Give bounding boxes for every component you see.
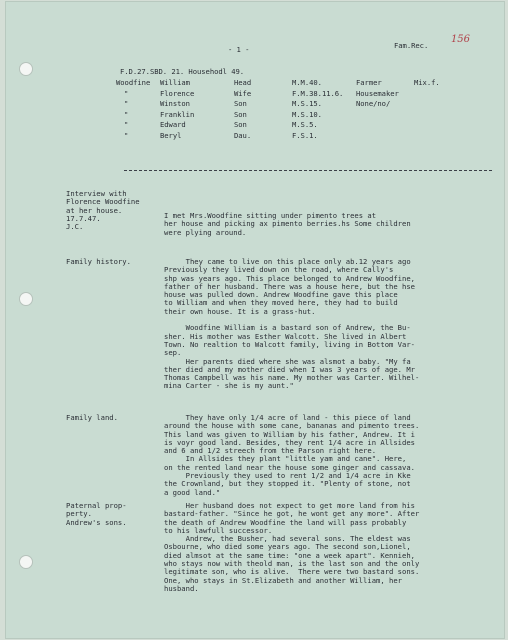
member-given: Franklin bbox=[160, 109, 195, 119]
section-body-line: I met Mrs.Woodfine sitting under pimento trees at bbox=[164, 211, 377, 220]
section-body-line: a good land." bbox=[164, 487, 221, 497]
section-body bbox=[164, 502, 419, 593]
section-body-line: and 6 and 1/2 streech from the Parson right here. bbox=[164, 446, 377, 456]
section-body-line: the death of Andrew Woodfine the land will pass probably bbox=[164, 517, 407, 527]
section-body-line: Town. No realtion to Walcott family, living in Bottom Var- bbox=[164, 339, 415, 349]
member-age: F.M.38.11.6. bbox=[292, 88, 344, 98]
section-body bbox=[164, 258, 419, 391]
section-label-line: Interview with bbox=[66, 189, 127, 198]
member-surname: " bbox=[124, 109, 129, 119]
member-given: Edward bbox=[160, 120, 186, 130]
section-label bbox=[66, 258, 131, 266]
member-relation: Wife bbox=[234, 88, 252, 98]
section-body-line: sher. His mother was Esther Walcott. She lived in Albert bbox=[164, 331, 407, 341]
section-label-line: 17.7.47. bbox=[66, 213, 101, 223]
section-body-line: They came to live on this place only ab.12 years ago bbox=[164, 257, 411, 266]
section-label-line: at her house. bbox=[66, 205, 123, 215]
divider-dashed bbox=[124, 170, 492, 171]
section-body-line: They have only 1/4 acre of land - this piece of land bbox=[164, 413, 411, 422]
section-body-line: mina Carter - she is my aunt." bbox=[164, 381, 294, 391]
section-body-line: the Crownland, but they stopped it. "Plenty of stone, not bbox=[164, 479, 411, 489]
section-body-line: died almsot at the same time: "one a week apart". Kennieh, bbox=[164, 550, 415, 560]
member-given: Winston bbox=[160, 99, 190, 109]
member-relation: Head bbox=[234, 78, 252, 87]
section-body-line: Osbourne, who died some years ago. The second son,Lionel, bbox=[164, 542, 411, 552]
section-body-line: around the house with some cane, bananas and pimento trees. bbox=[164, 421, 420, 431]
section-body-line: father of her husband. There was a house here, but the hse bbox=[164, 281, 415, 291]
section-label-line: Paternal prop- bbox=[66, 501, 127, 510]
section-body-line: to his lawfull successor. bbox=[164, 525, 273, 535]
member-relation: Son bbox=[234, 99, 247, 109]
section-body-line: her house and picking ax pimento berries.hs Some children bbox=[164, 219, 411, 229]
section-body-line: Thomas Campbell was his name. My mother was Carter. Wilhel- bbox=[164, 373, 420, 383]
section-body-line: Previously they used to rent 1/2 and 1/4 acre in Kke bbox=[164, 471, 411, 481]
page-number: - 1 - bbox=[228, 45, 250, 54]
member-occupation: Farmer bbox=[356, 78, 382, 87]
section-body-line: Her parents died where she was alsmot a baby. "My fa bbox=[164, 356, 411, 366]
section-body-line: bastard-father. "Since he got, he wont get any more". After bbox=[164, 509, 420, 519]
member-age: M.S.15. bbox=[292, 99, 322, 109]
member-relation: Son bbox=[234, 120, 247, 130]
section-body-line: on the rented land near the house some ginger and cassava. bbox=[164, 462, 415, 472]
section-body-line: house was pulled down. Andrew Woodfine gave this place bbox=[164, 290, 398, 300]
section-label-line: perty. bbox=[66, 509, 92, 519]
member-race: Mix.f. bbox=[414, 78, 440, 87]
member-relation: Dau. bbox=[234, 131, 252, 140]
punch-hole bbox=[19, 62, 33, 76]
section-body-line: is voyr good land. Besides, they rent 1/4 acre in Allsides bbox=[164, 437, 415, 447]
section-body-line: legitimate son, who is alive. There were two bastard sons. bbox=[164, 567, 420, 577]
household-reference: F.D.27.SBD. 21. Househodl 49. bbox=[120, 67, 245, 76]
member-relation: Son bbox=[234, 109, 247, 119]
member-surname: " bbox=[124, 99, 129, 109]
member-given: Beryl bbox=[160, 131, 182, 140]
section-body-line: were plying around. bbox=[164, 227, 247, 237]
section-label bbox=[66, 502, 127, 527]
section-body-line: who stays now with theold man, is the last son and the only bbox=[164, 559, 420, 569]
section-label bbox=[66, 414, 118, 422]
section-label-line: Florence Woodfine bbox=[66, 197, 140, 207]
section-body bbox=[164, 414, 419, 497]
member-surname: " bbox=[124, 120, 129, 130]
section-body-line: Andrew, the Busher, had several sons. The eldest was bbox=[164, 534, 411, 544]
section-body-line: shp was years ago. This place belonged to Andrew Woodfine, bbox=[164, 273, 415, 283]
section-body-line: Previously they lived down on the road, where Cally's bbox=[164, 265, 394, 275]
section-body-line: sep. bbox=[164, 348, 182, 358]
section-label-line: Family land. bbox=[66, 413, 118, 422]
punch-hole bbox=[19, 555, 33, 569]
member-age: F.S.1. bbox=[292, 131, 318, 140]
member-given: William bbox=[160, 78, 190, 87]
fam-rec-label: Fam.Rec. bbox=[394, 41, 429, 50]
member-age: M.S.10. bbox=[292, 109, 322, 119]
section-body-line: In Allsides they plant "little yam and cane". Here, bbox=[164, 454, 407, 464]
section-label-line: J.C. bbox=[66, 222, 84, 232]
member-surname: " bbox=[124, 131, 129, 140]
punch-hole bbox=[19, 292, 33, 306]
section-body-line: husband. bbox=[164, 583, 199, 593]
section-label-line: Family history. bbox=[66, 257, 131, 266]
section-label-line: Andrew's sons. bbox=[66, 517, 127, 527]
section-body-line: their own house. It is a grass-hut. bbox=[164, 306, 316, 316]
section-label bbox=[66, 190, 140, 231]
fam-rec-number-handwritten: 156 bbox=[451, 34, 470, 45]
section-body-line: to William and when they moved here, they had to build bbox=[164, 298, 398, 308]
section-body-line: One, who stays in St.Elizabeth and another William, her bbox=[164, 575, 402, 585]
member-surname: Woodfine bbox=[116, 78, 151, 87]
section-body bbox=[164, 212, 411, 237]
member-age: M.S.5. bbox=[292, 120, 318, 130]
section-body-line: This land was given to William by his father, Andrew. It i bbox=[164, 429, 415, 439]
member-age: M.M.40. bbox=[292, 78, 322, 87]
member-occupation: None/no/ bbox=[356, 99, 391, 109]
document-page bbox=[6, 2, 504, 638]
member-surname: " bbox=[124, 88, 129, 98]
section-body-line: Woodfine William is a bastard son of Andrew, the Bu- bbox=[164, 323, 411, 333]
section-body-line: Her husband does not expect to get more land from his bbox=[164, 501, 415, 510]
member-given: Florence bbox=[160, 88, 195, 98]
member-occupation: Housemaker bbox=[356, 88, 399, 98]
section-body-line: ther died and my mother died when I was 3 years of age. Mr bbox=[164, 364, 415, 374]
